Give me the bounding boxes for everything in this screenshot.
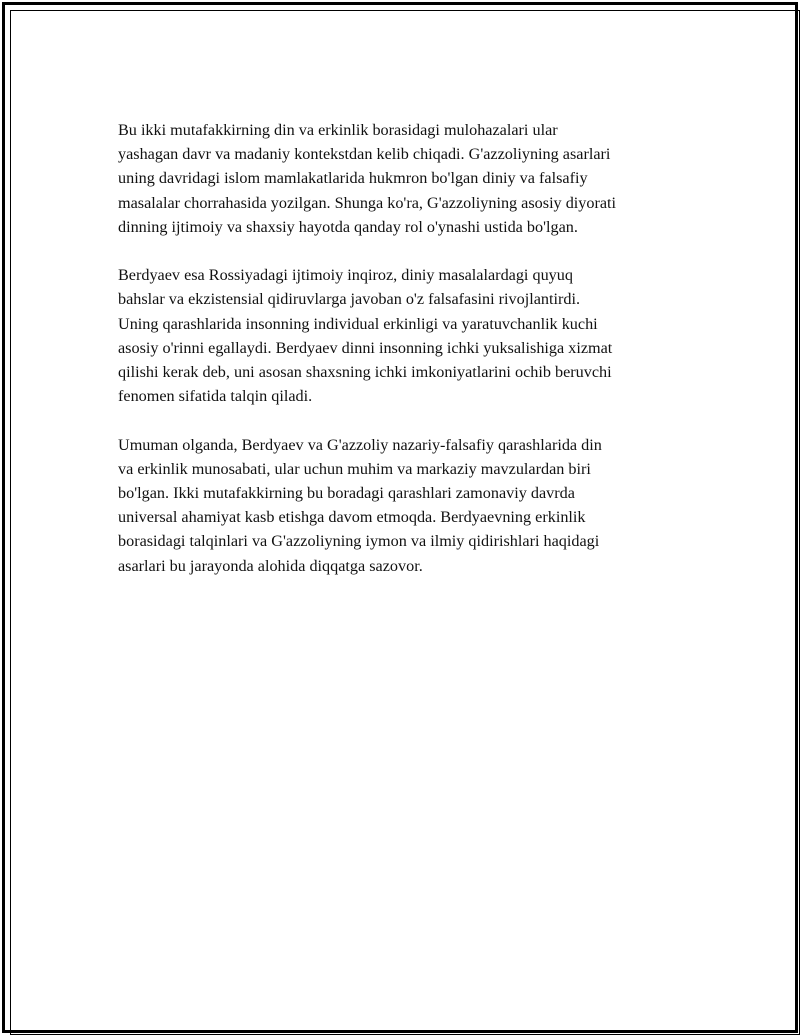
text-line: borasidagi talqinlari va G'azzoliyning iymon va ilmiy qidirishlari haqidagi	[118, 532, 600, 551]
paragraph-2	[118, 263, 698, 408]
text-line: Umuman olganda, Berdyaev va G'azzoliy nazariy-falsafiy qarashlarida din	[118, 435, 602, 454]
text-line: bo'lgan. Ikki mutafakkirning bu boradagi qarashlari zamonaviy davrda	[118, 484, 575, 503]
text-line: dinning ijtimoiy va shaxsiy hayotda qanday rol o'ynashi ustida bo'lgan.	[118, 217, 578, 236]
text-line: masalalar chorrahasida yozilgan. Shunga ko'ra, G'azzoliyning asosiy diyorati	[118, 193, 617, 212]
text-line: yashagan davr va madaniy kontekstdan kelib chiqadi. G'azzoliyning asarlari	[118, 145, 611, 164]
paragraph-3	[118, 433, 698, 578]
text-line: Berdyaev esa Rossiyadagi ijtimoiy inqiroz, diniy masalalardagi quyuq	[118, 266, 573, 285]
paragraph-1	[118, 118, 698, 239]
document-body	[118, 118, 698, 602]
text-line: qilishi kerak deb, uni asosan shaxsning ichki imkoniyatlarini ochib beruvchi	[118, 363, 612, 382]
text-line: Uning qarashlarida insonning individual erkinligi va yaratuvchanlik kuchi	[118, 314, 598, 333]
text-line: asarlari bu jarayonda alohida diqqatga sazovor.	[118, 556, 423, 575]
text-line: va erkinlik munosabati, ular uchun muhim va markaziy mavzulardan biri	[118, 459, 591, 478]
text-line: bahslar va ekzistensial qidiruvlarga javoban o'z falsafasini rivojlantirdi.	[118, 290, 581, 309]
text-line: uning davridagi islom mamlakatlarida hukmron bo'lgan diniy va falsafiy	[118, 169, 588, 188]
text-line: fenomen sifatida talqin qiladi.	[118, 387, 313, 406]
text-line: asosiy o'rinni egallaydi. Berdyaev dinni insonning ichki yuksalishiga xizmat	[118, 338, 613, 357]
text-line: universal ahamiyat kasb etishga davom etmoqda. Berdyaevning erkinlik	[118, 508, 586, 527]
text-line: Bu ikki mutafakkirning din va erkinlik borasidagi mulohazalari ular	[118, 121, 558, 139]
